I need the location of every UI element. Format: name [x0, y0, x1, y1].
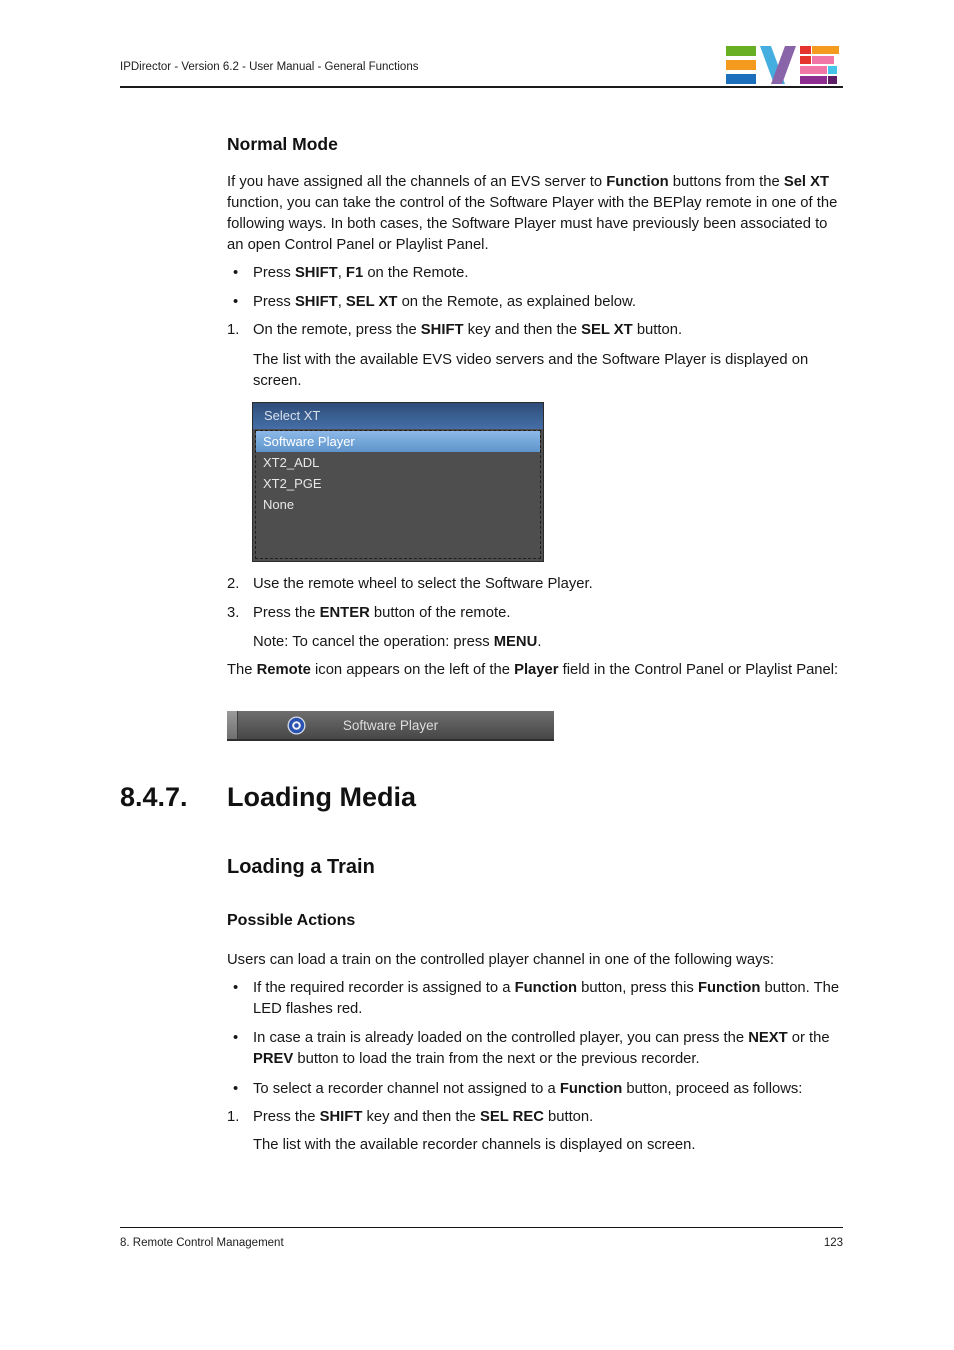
bullet-marker: •: [233, 294, 239, 310]
paragraph-remote-icon: The Remote icon appears on the left of the Player field in the Control Panel or Playlist Panel:: [227, 662, 839, 678]
select-xt-dialog-screenshot: [252, 402, 544, 562]
footer-chapter: 8. Remote Control Management: [120, 1237, 284, 1249]
footer-rule: [120, 1227, 843, 1228]
section-title: Loading Media: [227, 782, 416, 812]
step-text: Press the SHIFT key and then the SEL REC button.: [253, 1109, 594, 1125]
header-title: IPDirector - Version 6.2 - User Manual - General Functions: [120, 61, 419, 73]
bullet-marker: •: [233, 980, 239, 996]
paragraph-normal-mode-intro: If you have assigned all the channels of an EVS server to Function buttons from the Sel XT function, you can take the control of the Software Player with the BEPlay remote in one of the following ways. In both cases, the Software Player must have previously been associated to an open Control Panel or Playlist Panel.: [227, 174, 838, 253]
page-header: [120, 46, 843, 88]
evs-logo-icon: [726, 46, 840, 84]
section-heading-row: [120, 782, 843, 813]
numbered-step: [227, 1107, 840, 1128]
step-subtext: The list with the available EVS video servers and the Software Player is displayed on screen.: [253, 352, 809, 389]
select-xt-item-xt2-adl: XT2_ADL: [263, 455, 320, 470]
step-text: On the remote, press the SHIFT key and then the SEL XT button.: [253, 322, 683, 338]
step-subtext: The list with the available recorder channels is displayed on screen.: [253, 1137, 696, 1153]
step-number: 1.: [227, 1109, 240, 1125]
paragraph-loading-intro: Users can load a train on the controlled player channel in one of the following ways:: [227, 952, 774, 968]
bullet-text: Press SHIFT, SEL XT on the Remote, as explained below.: [253, 294, 637, 310]
bullet-text: Press SHIFT, F1 on the Remote.: [253, 265, 469, 281]
numbered-step: [227, 574, 840, 595]
step-text: Press the ENTER button of the remote.: [253, 605, 511, 621]
bullet-item: [227, 1079, 840, 1100]
page-footer: [120, 1237, 843, 1249]
bullet-marker: •: [233, 265, 239, 281]
heading-loading-a-train: Loading a Train: [227, 856, 375, 878]
step-number: 2.: [227, 576, 240, 592]
step-text: Use the remote wheel to select the Software Player.: [253, 576, 593, 592]
select-xt-title-bar: Select XT: [253, 403, 543, 429]
heading-normal-mode: Normal Mode: [227, 134, 338, 154]
evs-logo-v: [759, 46, 797, 84]
bullet-text: If the required recorder is assigned to a Function button, press this Function button. The LED flashes red.: [253, 980, 840, 1017]
select-xt-item-xt2-pge: XT2_PGE: [263, 476, 322, 491]
player-field-screenshot: [227, 711, 554, 741]
bullet-text: In case a train is already loaded on the controlled player, you can press the NEXT or the PREV button to load the train from the next or the previous recorder.: [253, 1030, 830, 1067]
player-field-label: Software Player: [342, 718, 439, 733]
bullet-item: [227, 263, 840, 284]
evs-logo-e: [726, 46, 756, 84]
bullet-item: [227, 978, 840, 1020]
footer-page-number: 123: [823, 1237, 843, 1249]
bullet-marker: •: [233, 1030, 239, 1046]
numbered-step: [227, 603, 840, 624]
bullet-item: [227, 1028, 840, 1070]
evs-logo-s: [800, 46, 840, 84]
step-number: 1.: [227, 322, 240, 338]
note-text: Note: To cancel the operation: press MENU.: [253, 634, 542, 650]
bullet-text: To select a recorder channel not assigned to a Function button, proceed as follows:: [253, 1081, 803, 1097]
select-xt-list: [255, 430, 541, 559]
select-xt-item-software-player: Software Player: [256, 431, 540, 452]
bullet-item: [227, 292, 840, 313]
select-xt-item-none: None: [263, 497, 295, 512]
bullet-marker: •: [233, 1081, 239, 1097]
section-number: 8.4.7.: [120, 782, 188, 812]
heading-possible-actions: Possible Actions: [227, 912, 356, 929]
step-number: 3.: [227, 605, 240, 621]
numbered-step: [227, 320, 840, 341]
